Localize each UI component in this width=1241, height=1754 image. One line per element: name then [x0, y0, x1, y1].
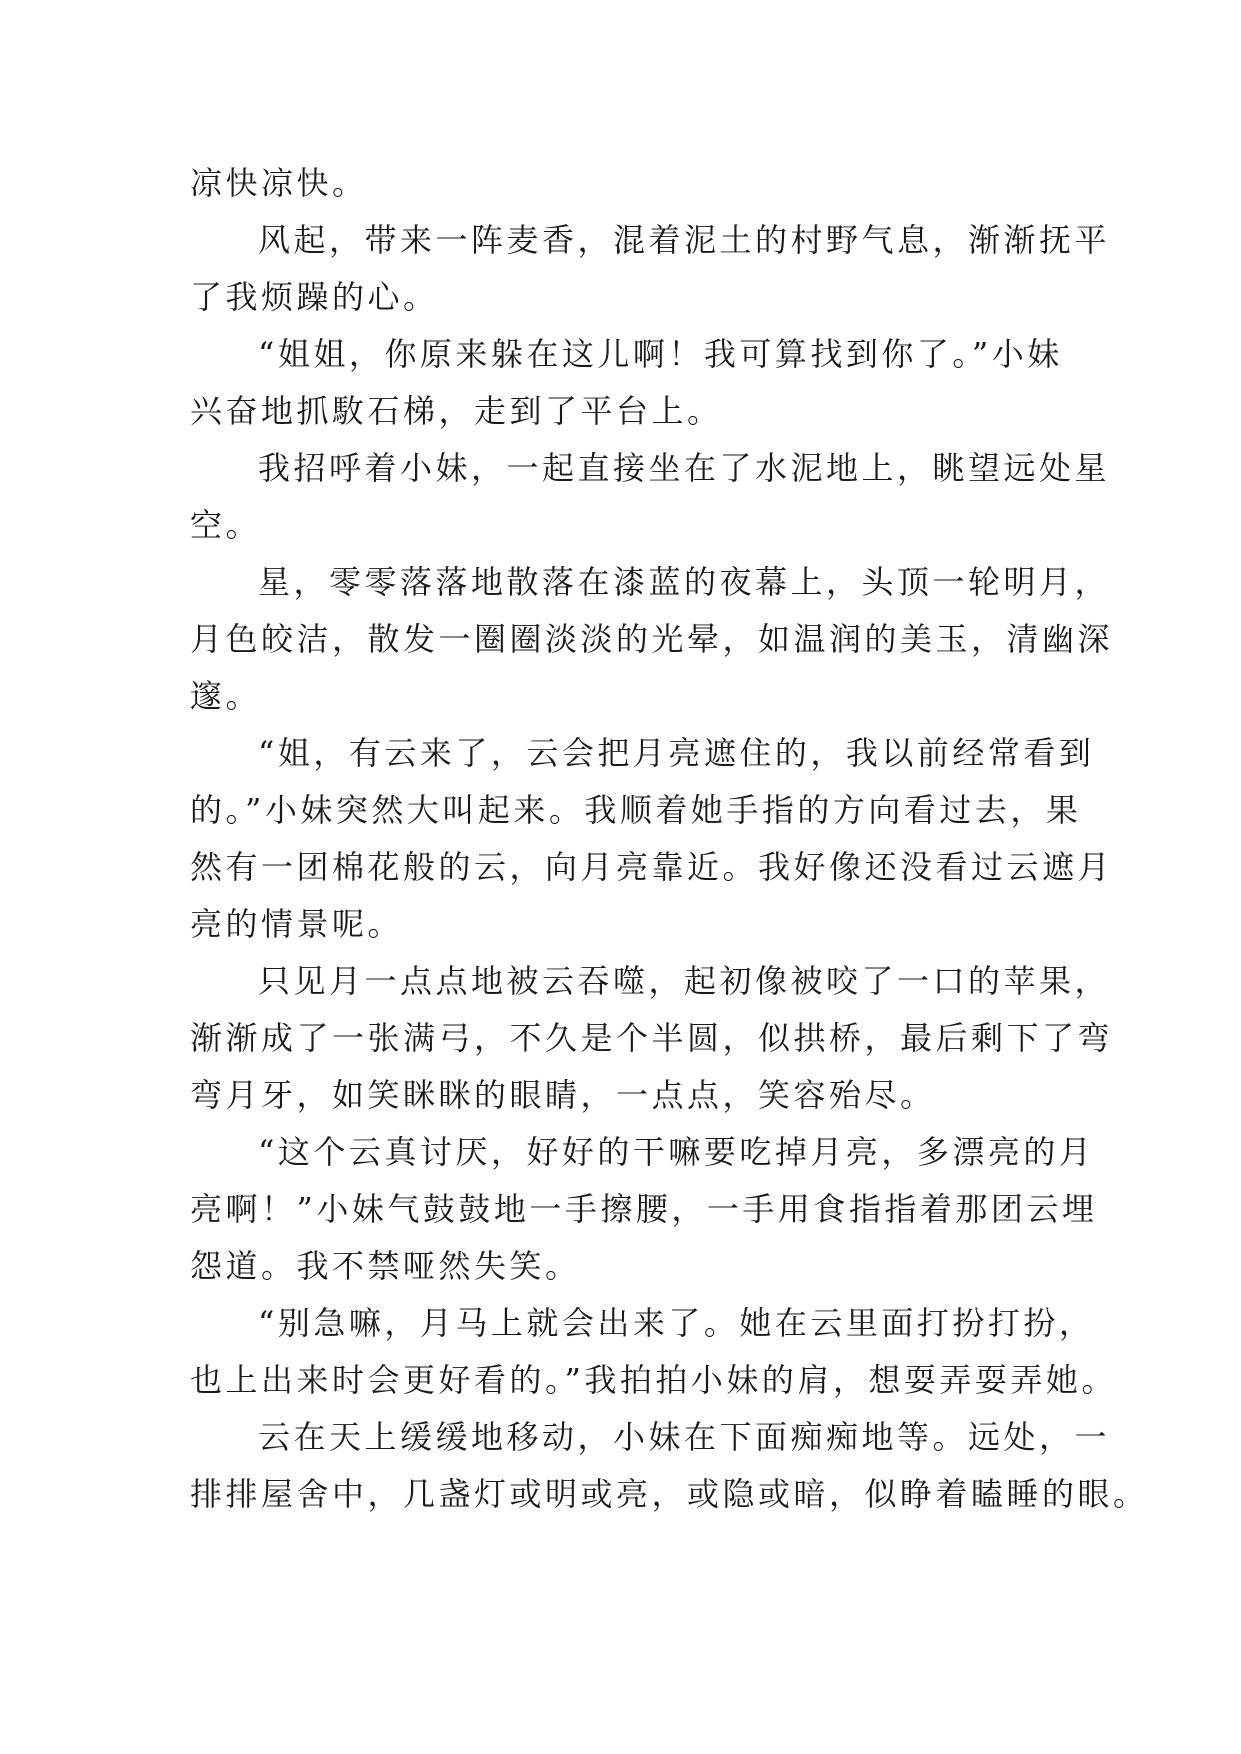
text-line: 我招呼着小妹，一起直接坐在了水泥地上，眺望远处星 [258, 449, 1111, 487]
text-line: 也上出来时会更好看的。”我拍拍小妹的肩，想耍弄耍弄她。 [190, 1361, 1117, 1399]
text-line: 弯月牙，如笑眯眯的眼睛，一点点，笑容殆尽。 [190, 1076, 936, 1114]
text-line: “这个云真讨厌，好好的干嘛要吃掉月亮，多漂亮的月 [258, 1133, 1095, 1171]
document-body [190, 155, 1149, 1523]
text-line: “姐，有云来了，云会把月亮遮住的，我以前经常看到 [258, 734, 1095, 772]
text-line: 空。 [190, 506, 262, 544]
text-line: 渐渐成了一张满弓，不久是个半圆，似拱桥，最后剩下了弯 [190, 1019, 1114, 1057]
text-line: 只见月一点点地被云吞噬，起初像被咬了一口的苹果， [258, 962, 1111, 1000]
text-line: “别急嘛，月马上就会出来了。她在云里面打扮打扮， [258, 1304, 1095, 1342]
text-line: 风起，带来一阵麦香，混着泥土的村野气息，渐渐抚平 [258, 221, 1111, 259]
text-line: 怨道。我不禁哑然失笑。 [190, 1247, 581, 1285]
text-line: 凉快凉快。 [190, 164, 368, 202]
text-line: 邃。 [190, 677, 262, 715]
text-line: 然有一团棉花般的云，向月亮靠近。我好像还没看过云遮月 [190, 848, 1114, 886]
text-line: 星，零零落落地散落在漆蓝的夜幕上，头顶一轮明月， [258, 563, 1111, 601]
text-line: “姐姐，你原来躲在这儿啊！我可算找到你了。”小妹 [258, 335, 1063, 373]
text-line: 的。”小妹突然大叫起来。我顺着她手指的方向看过去，果 [190, 791, 1082, 829]
text-line: 排排屋舍中，几盏灯或明或亮，或隐或暗，似睁着瞌睡的眼。 [190, 1475, 1149, 1513]
text-line: 亮的情景呢。 [190, 905, 404, 943]
text-line: 兴奋地抓駇石梯，走到了平台上。 [190, 392, 723, 430]
text-line: 了我烦躁的心。 [190, 278, 439, 316]
text-line: 云在天上缓缓地移动，小妹在下面痴痴地等。远处，一 [258, 1418, 1111, 1456]
text-line: 亮啊！”小妹气鼓鼓地一手擦腰，一手用食指指着那团云埋 [190, 1190, 1098, 1228]
text-line: 月色皎洁，散发一圈圈淡淡的光晕，如温润的美玉，清幽深 [190, 620, 1114, 658]
